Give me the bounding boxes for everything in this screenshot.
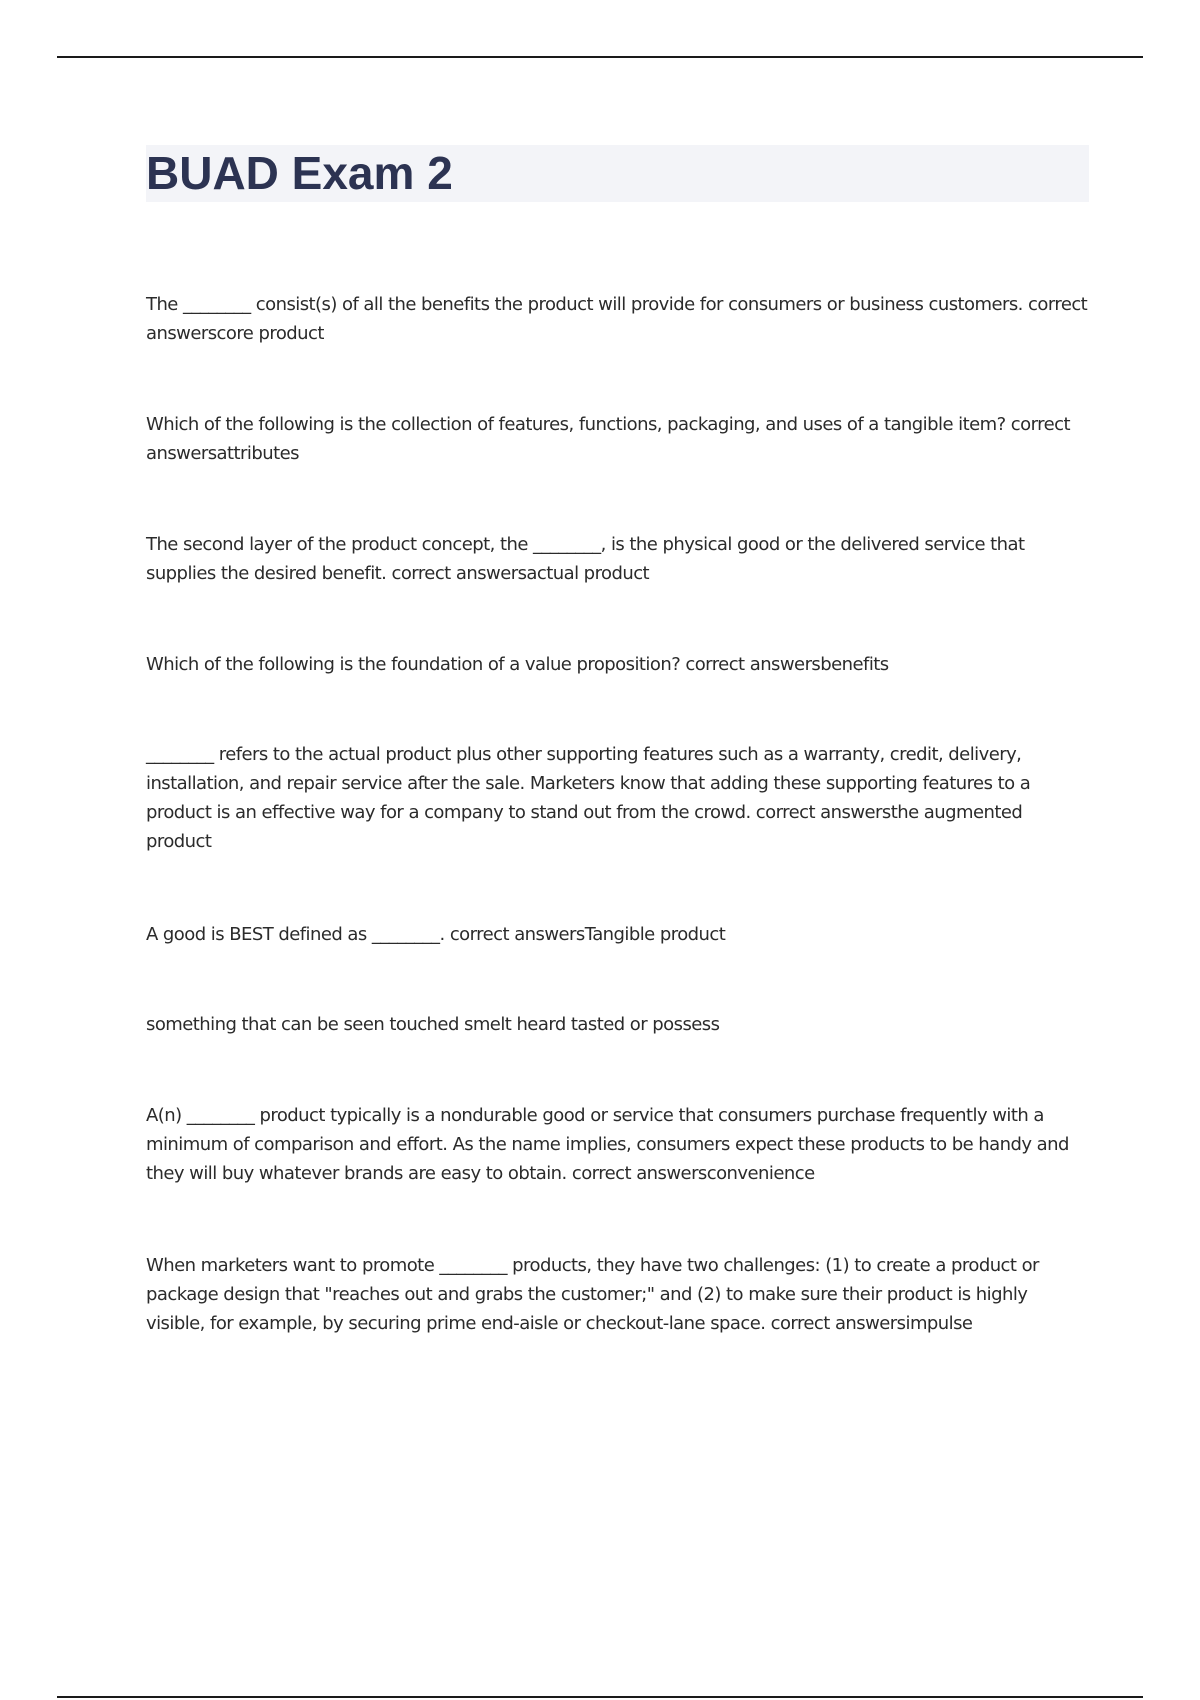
qa-entry-9: When marketers want to promote ________ products, they have two challenges: (1) to create a product or package design that "reaches out and grabs the customer;" and (2) to make sure their product is highly visible, for example, by securing prime end-aisle or checkout-lane space. correct answersimpulse [146, 1255, 1039, 1334]
qa-entry-6: A good is BEST defined as ________. correct answersTangible product [146, 924, 726, 945]
qa-entry-7: something that can be seen touched smelt heard tasted or possess [146, 1014, 720, 1035]
document-title: BUAD Exam 2 [146, 147, 453, 199]
footer-rule [57, 1696, 1143, 1698]
qa-entry-3: The second layer of the product concept, the ________, is the physical good or the delivered service that supplies the desired benefit. correct answersactual product [146, 534, 1025, 584]
qa-entry-4: Which of the following is the foundation of a value proposition? correct answersbenefits [146, 654, 889, 675]
qa-entry-1: The ________ consist(s) of all the benefits the product will provide for consumers or business customers. correct answerscore product [146, 294, 1088, 344]
qa-entry-5: ________ refers to the actual product plus other supporting features such as a warranty, credit, delivery, installation, and repair service after the sale. Marketers know that adding these supporting features to a product is an effective way for a company to stand out from the crowd. correct answersthe augmented product [146, 744, 1031, 852]
qa-entry-8: A(n) ________ product typically is a nondurable good or service that consumers purchase frequently with a minimum of comparison and effort. As the name implies, consumers expect these products to be handy and they will buy whatever brands are easy to obtain. correct answersconvenience [146, 1105, 1069, 1184]
qa-entry-2: Which of the following is the collection of features, functions, packaging, and uses of a tangible item? correct answersattributes [146, 414, 1070, 464]
header-rule [57, 56, 1143, 58]
